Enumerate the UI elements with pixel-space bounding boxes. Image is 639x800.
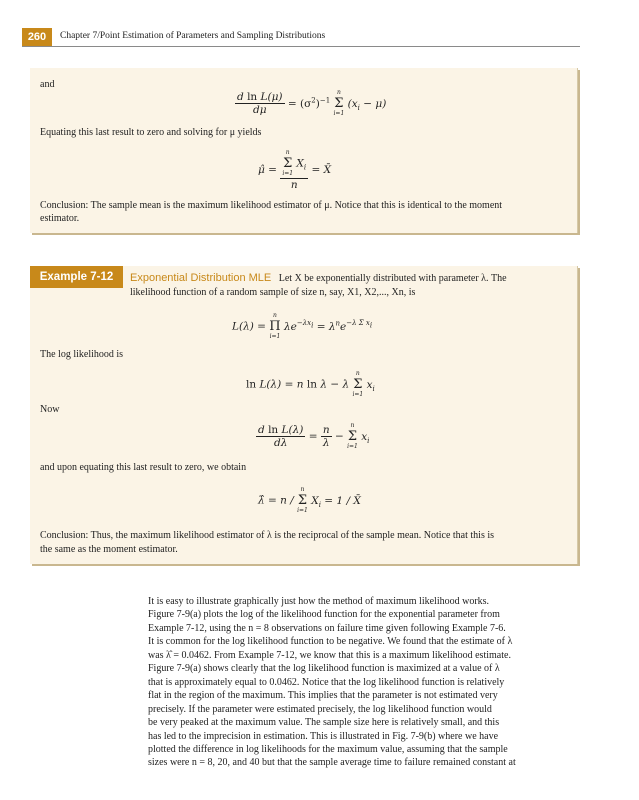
- header-rule: [22, 46, 580, 47]
- text-now: Now: [40, 404, 60, 415]
- example-intro-line1: [130, 272, 507, 285]
- body-line: It is common for the log likelihood function to be negative. We found that the estimate of λ: [148, 636, 513, 648]
- body-line: Figure 7-9(a) shows clearly that the log likelihood function is maximized at a value of λ: [148, 663, 500, 675]
- body-line: has led to the imprecision in estimation. This is illustrated in Fig. 7-9(b) where we have: [148, 730, 499, 742]
- equation-log-likelihood: ln L(λ) = n ln λ − λ n Σ i=1 $x_i$: [246, 370, 375, 398]
- body-line: plotted the difference in log likelihoods for the maximum value, assuming that the sample: [148, 743, 508, 755]
- equation-dlnL-dmu: $\frac{\text{d ln L(μ)}}{d\mu}$ = $(\sigma^2)^{-1}$ n Σ i=1 $(x_i - \mu)$: [237, 89, 387, 117]
- body-line: sizes were n = 8, 20, and 40 but that the sample average time to failure remained constant at: [148, 757, 516, 769]
- page-number: 260: [22, 28, 52, 46]
- equation-lambda-hat: λ̂ = n / n Σ i=1 $X_i = 1$ / X̄: [258, 486, 361, 514]
- box1-conclusion-line2: estimator.: [40, 213, 80, 224]
- equation-dlnL-dlambda: $\frac{\text{d ln L(λ)}}{d\lambda}$ = $\frac{n}{\lambda}$ − n Σ i=1 $x_i$: [258, 422, 370, 450]
- body-line: Example 7-12, using the n = 8 observations on failure time given following Example 7-6.: [148, 622, 506, 634]
- text-equating: Equating this last result to zero and solving for μ yields: [40, 127, 262, 138]
- body-line: Figure 7-9(a) plots the log of the likelihood function for the exponential parameter from: [148, 609, 500, 621]
- text-upon-equating: and upon equating this last result to zero, we obtain: [40, 462, 247, 473]
- example-conclusion-line2: the same as the moment estimator.: [40, 544, 178, 555]
- example-intro-text: Let X be exponentially distributed with parameter λ. The: [278, 273, 507, 284]
- example-box: [30, 266, 578, 564]
- body-line: that is approximately equal to 0.0462. Notice that the log likelihood function is relatively: [148, 676, 505, 688]
- body-line: It is easy to illustrate graphically just how the method of maximum likelihood works.: [148, 596, 490, 607]
- body-line: flat in the region of the maximum. This implies that the parameter is not estimated very: [148, 690, 498, 702]
- text-log-likelihood-is: The log likelihood is: [40, 349, 124, 360]
- box1-conclusion-line1: Conclusion: The sample mean is the maximum likelihood estimator of μ. Notice that this is identical to the moment: [40, 200, 503, 211]
- equation-mu-hat: μ̂ = n Σ i=1 $X_i$ n = X̄: [258, 149, 332, 191]
- example-title: Exponential Distribution MLE: [130, 272, 272, 284]
- equation-likelihood: L(λ) = n Π i=1 $\lambda e^{-\lambda x_i} = \lambda^ne^{-\lambda \Sigma x_i}$: [232, 312, 373, 340]
- body-line: was λ̂ = 0.0462. From Example 7-12, we know that this is a maximum likelihood estimate.: [148, 649, 511, 661]
- example-label: Example 7-12: [30, 266, 123, 288]
- body-line: be very peaked at the maximum value. The sample size here is relatively small, and this: [148, 717, 500, 729]
- example-conclusion-line1: Conclusion: Thus, the maximum likelihood estimator of λ is the reciprocal of the sample mean. Notice that this is: [40, 530, 495, 541]
- chapter-title: Chapter 7/Point Estimation of Parameters and Sampling Distributions: [60, 31, 326, 41]
- example-intro-line2: likelihood function of a random sample of size n, say, X1, X2,..., Xn, is: [130, 287, 416, 298]
- body-line: precisely. If the parameter were estimated precisely, the log likelihood function would: [148, 703, 492, 715]
- body-paragraph: [148, 595, 566, 770]
- text-and: and: [40, 79, 55, 90]
